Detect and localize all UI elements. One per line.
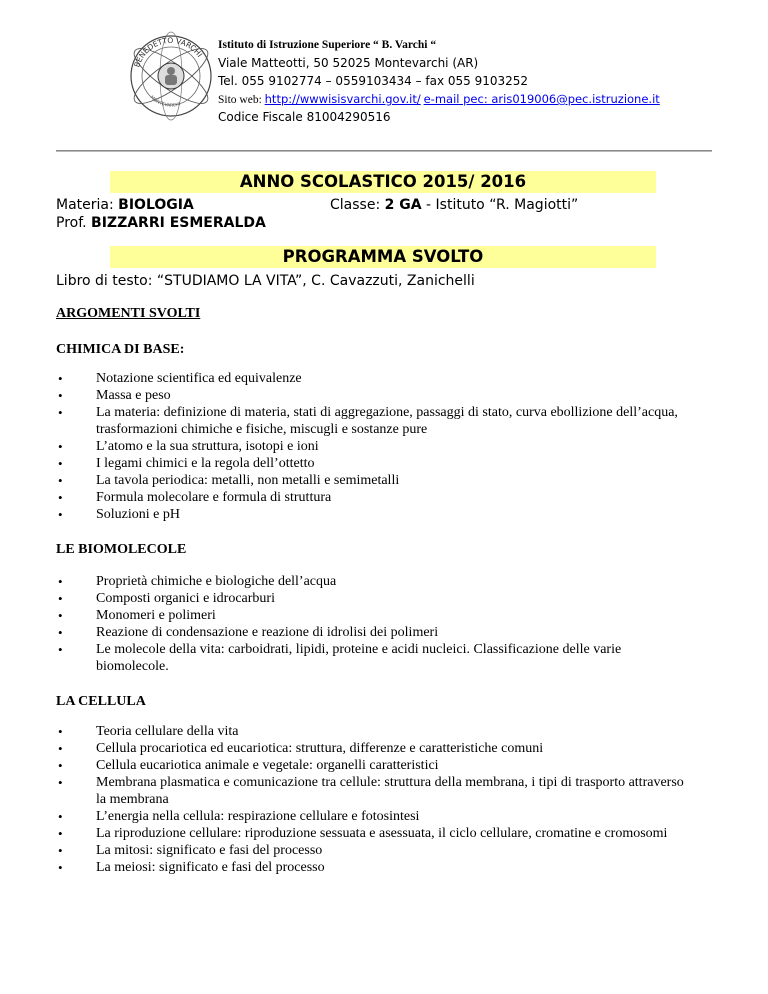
section-list-chimica (56, 370, 696, 523)
list-item: • Massa e peso (56, 387, 696, 404)
list-item: • Teoria cellulare della vita (56, 723, 696, 740)
list-item: • Cellula eucariotica animale e vegetale: organelli caratteristici (56, 757, 696, 774)
topics-heading: ARGOMENTI SVOLTI (56, 306, 201, 321)
list-item: • Soluzioni e pH (56, 506, 696, 523)
list-item: • Monomeri e polimeri (56, 607, 696, 624)
codice-fiscale: Codice Fiscale 81004290516 (218, 110, 391, 124)
list-item: • La meiosi: significato e fasi del processo (56, 859, 696, 876)
class-label: Classe: (330, 197, 385, 213)
list-item: • Cellula procariotica ed eucariotica: struttura, differenze e caratteristiche comuni (56, 740, 696, 757)
class-line (330, 196, 578, 214)
school-year-title: ANNO SCOLASTICO 2015/ 2016 (110, 171, 656, 193)
list-item: • Le molecole della vita: carboidrati, lipidi, proteine e acidi nucleici. Classificazione delle varie biomolecole. (56, 641, 696, 675)
teacher-label: Prof. (56, 215, 92, 231)
teacher-line (56, 214, 266, 232)
svg-text:BENEDETTO VARCHI: BENEDETTO VARCHI (132, 35, 205, 69)
subject-value: BIOLOGIA (118, 197, 194, 213)
textbook-line: Libro di testo: “STUDIAMO LA VITA”, C. Cavazzuti, Zanichelli (56, 273, 475, 289)
svg-text:MONTEVARCHI: MONTEVARCHI (148, 95, 182, 109)
school-name: Istituto di Istruzione Superiore “ B. Varchi “ (218, 39, 437, 51)
class-value: 2 GA (384, 197, 422, 213)
website-link[interactable]: http://wwwisisvarchi.gov.it/ (264, 92, 421, 106)
list-item: • Reazione di condensazione e reazione di idrolisi dei polimeri (56, 624, 696, 641)
list-item: • Membrana plasmatica e comunicazione tra cellule: struttura della membrana, i tipi di trasporto attraverso la membrana (56, 774, 696, 808)
school-contacts (218, 90, 660, 109)
section-heading-chimica: CHIMICA DI BASE: (56, 342, 185, 357)
list-item: • Formula molecolare e formula di struttura (56, 489, 696, 506)
list-item: • Notazione scientifica ed equivalenze (56, 370, 696, 387)
section-list-biomolecole (56, 573, 696, 675)
section-heading-cellula: LA CELLULA (56, 694, 146, 709)
program-title: PROGRAMMA SVOLTO (110, 246, 656, 268)
list-item: • La mitosi: significato e fasi del processo (56, 842, 696, 859)
section-list-cellula (56, 723, 696, 876)
subject-label: Materia: (56, 197, 119, 213)
school-address: Viale Matteotti, 50 52025 Montevarchi (AR) (218, 56, 479, 70)
email-link[interactable]: e-mail pec: aris019006@pec.istruzione.it (423, 92, 660, 106)
list-item: • L’energia nella cellula: respirazione cellulare e fotosintesi (56, 808, 696, 825)
list-item: • La materia: definizione di materia, stati di aggregazione, passaggi di stato, curva ebollizione dell’acqua, trasformazioni chimiche e fisiche, miscugli e sostanze pure (56, 404, 696, 438)
list-item: • La riproduzione cellulare: riproduzione sessuata e asessuata, il ciclo cellulare, cromatine e cromosomi (56, 825, 696, 842)
list-item: • Composti organici e idrocarburi (56, 590, 696, 607)
list-item: • L’atomo e la sua struttura, isotopi e ioni (56, 438, 696, 455)
list-item: • Proprietà chimiche e biologiche dell’acqua (56, 573, 696, 590)
teacher-name: BIZZARRI ESMERALDA (91, 215, 266, 231)
list-item: • La tavola periodica: metalli, non metalli e semimetalli (56, 472, 696, 489)
subject-line (56, 196, 194, 214)
institute-name: - Istituto “R. Magiotti” (421, 197, 579, 213)
school-phone: Tel. 055 9102774 – 0559103434 – fax 055 9103252 (218, 74, 529, 88)
section-heading-biomolecole: LE BIOMOLECOLE (56, 542, 187, 557)
school-logo (126, 28, 216, 124)
list-item: • I legami chimici e la regola dell’ottetto (56, 455, 696, 472)
header-divider (56, 150, 712, 152)
web-label: Sito web: (218, 94, 265, 106)
